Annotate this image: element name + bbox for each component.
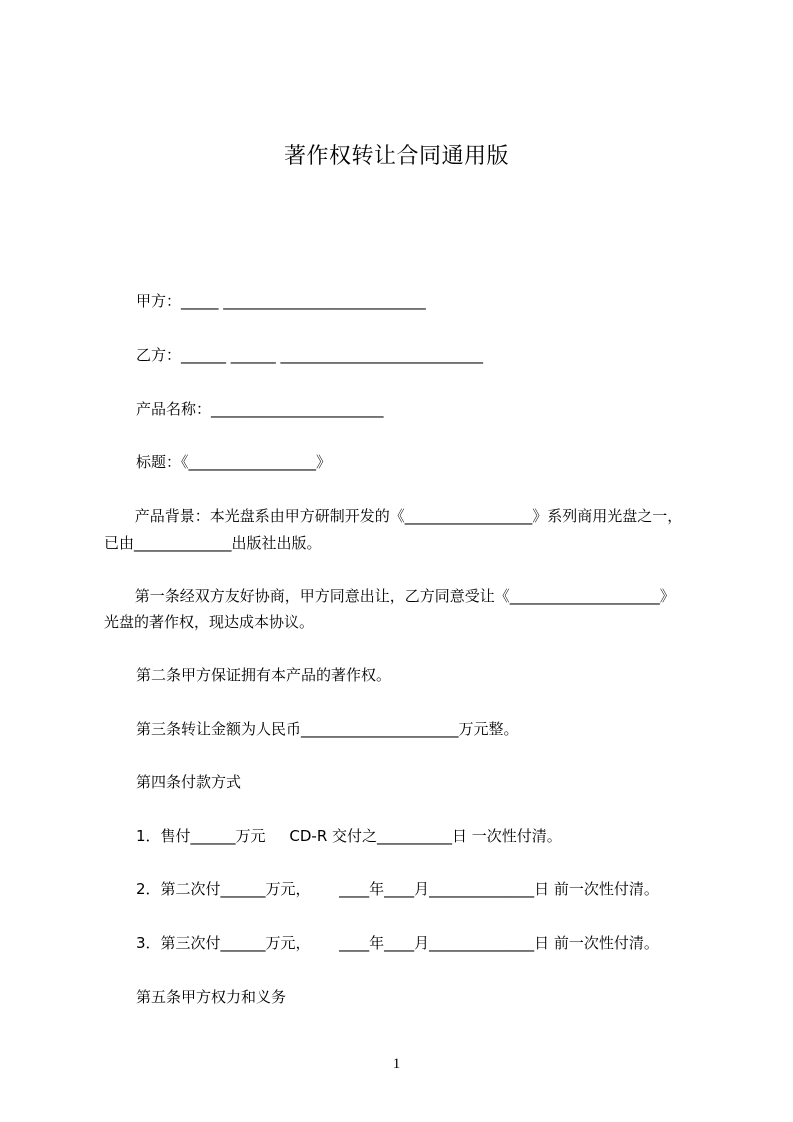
article-1-line-2: 光盘的著作权，现达成本协议。 xyxy=(104,613,315,631)
party-b-line: 乙方：______ ______ ___________________________ xyxy=(136,346,484,364)
page-title: 著作权转让合同通用版 xyxy=(283,144,509,169)
party-a-line: 甲方：_____ ___________________________ xyxy=(136,292,426,310)
payment-item-1: 1．售付______万元 CD-R 交付之__________日 一次性付清。 xyxy=(136,827,562,845)
article-1-line-1: 第一条经双方友好协商，甲方同意出让，乙方同意受让《____________________》 xyxy=(130,587,675,605)
page-number: 1 xyxy=(392,1056,401,1072)
payment-item-3: 3．第三次付______万元， ____年____月______________日 前一次性付清。 xyxy=(136,934,659,952)
product-background-line-2: 已由_____________出版社出版。 xyxy=(104,534,322,552)
article-2: 第二条甲方保证拥有本产品的著作权。 xyxy=(136,666,392,684)
payment-item-2: 2．第二次付______万元， ____年____月______________日 前一次性付清。 xyxy=(136,880,659,898)
title-line: 标题：《_________________》 xyxy=(136,453,332,471)
article-4-heading: 第四条付款方式 xyxy=(136,773,242,791)
article-5-heading: 第五条甲方权力和义务 xyxy=(136,988,287,1006)
article-3: 第三条转让金额为人民币_____________________万元整。 xyxy=(136,720,519,738)
product-background-line-1: 产品背景：本光盘系由甲方研制开发的《_________________》系列商用光盘之一， xyxy=(130,507,683,525)
product-name-line: 产品名称：_______________________ xyxy=(136,400,384,418)
